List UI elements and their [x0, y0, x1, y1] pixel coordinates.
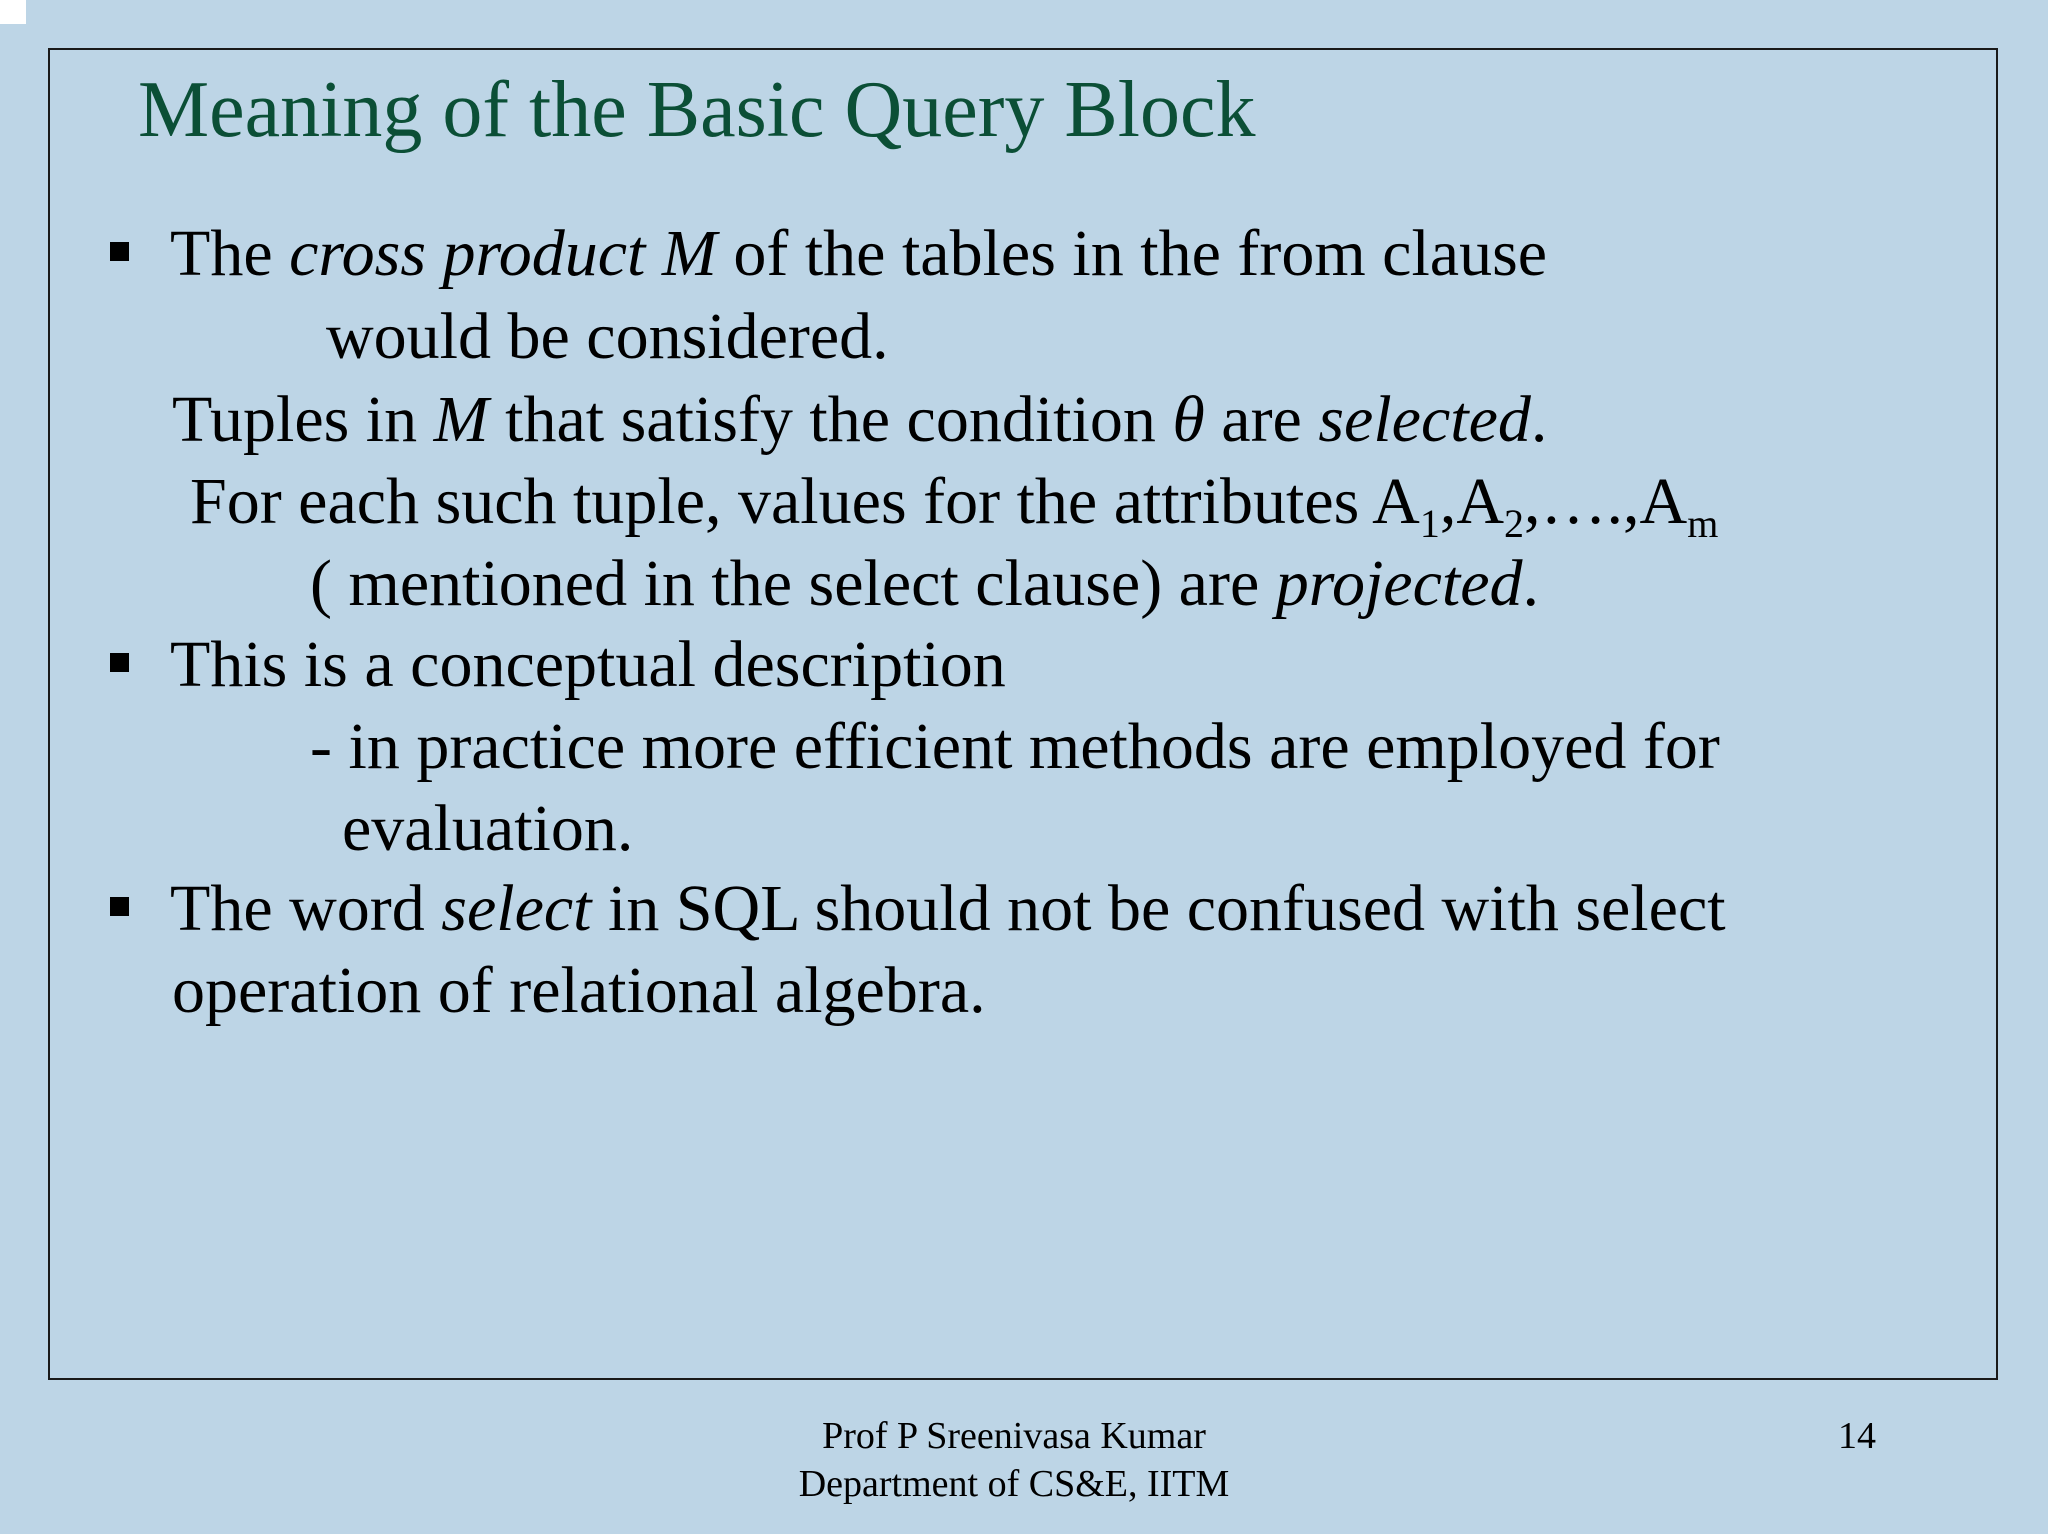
continuation-line: would be considered.: [326, 300, 889, 373]
bullet-marker: [110, 653, 129, 672]
slide-title: Meaning of the Basic Query Block: [138, 66, 1256, 154]
bullet-text-cross-product: The cross product M of the tables in the from clause: [170, 217, 1548, 290]
continuation-line-selected: Tuples in M that satisfy the condition θ are selected.: [172, 383, 1548, 456]
theta-symbol: θ: [1172, 383, 1205, 456]
continuation-line: - in practice more efficient methods are employed for: [310, 710, 1720, 783]
footer-department: Department of CS&E, IITM: [798, 1463, 1230, 1505]
bullet-text-select-word: The word select in SQL should not be confused with select: [170, 872, 1726, 945]
continuation-line: operation of relational algebra.: [172, 954, 986, 1027]
bullet-marker: [110, 897, 129, 916]
bullet-text-conceptual: This is a conceptual description: [170, 628, 1006, 701]
bullet-marker: [110, 242, 129, 261]
page-number: 14: [1838, 1415, 1876, 1457]
footer-author: Prof P Sreenivasa Kumar: [822, 1415, 1206, 1457]
continuation-line-projected: ( mentioned in the select clause) are projected.: [310, 547, 1540, 620]
corner-marker: [0, 0, 26, 24]
continuation-line-attributes: For each such tuple, values for the attributes $A_1,A_2,\dots.,A_m$: [190, 465, 1719, 546]
continuation-line: evaluation.: [342, 792, 634, 865]
